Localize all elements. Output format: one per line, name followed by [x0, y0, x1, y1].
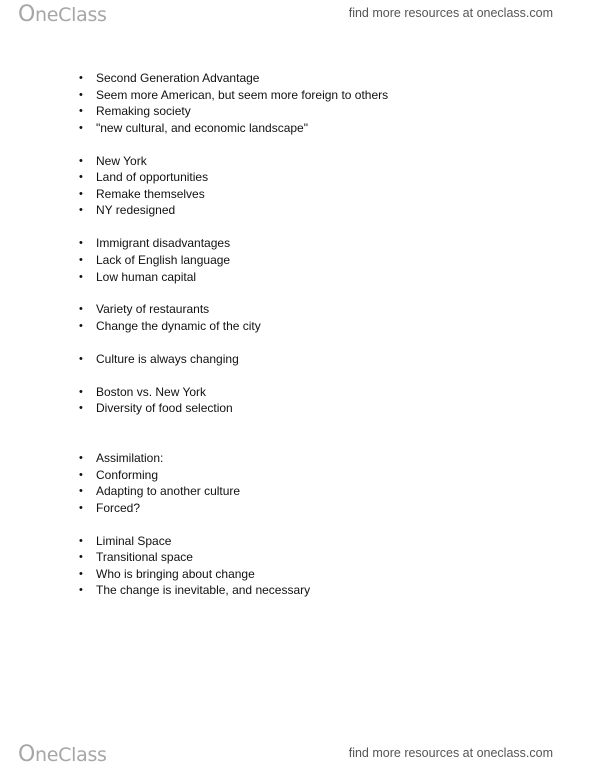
bullet-icon: •	[79, 105, 83, 118]
bullet-icon: •	[79, 485, 83, 498]
note-text: Land of opportunities	[96, 170, 209, 185]
note-item	[0, 70, 595, 87]
bullet-icon: •	[79, 270, 83, 283]
note-text: Immigrant disadvantages	[96, 236, 231, 251]
note-item	[0, 566, 595, 583]
note-text: Liminal Space	[96, 533, 172, 548]
bullet-icon: •	[79, 385, 83, 398]
note-item	[0, 582, 595, 599]
note-item	[0, 269, 595, 286]
note-text: Conforming	[96, 467, 159, 482]
logo-wordmark: neClass	[35, 4, 107, 26]
note-group-second-generation	[0, 70, 595, 136]
note-item	[0, 500, 595, 517]
bullet-icon: •	[79, 352, 83, 365]
note-item	[0, 235, 595, 252]
note-text: Remaking society	[96, 104, 191, 119]
note-text: Culture is always changing	[96, 351, 239, 366]
note-item	[0, 103, 595, 120]
bullet-icon: •	[79, 451, 83, 464]
note-text: Lack of English language	[96, 252, 231, 267]
bullet-icon: •	[79, 534, 83, 547]
note-group-liminal-space	[0, 533, 595, 599]
note-text: Boston vs. New York	[96, 384, 207, 399]
bullet-icon: •	[79, 303, 83, 316]
note-text: NY redesigned	[96, 203, 176, 218]
footer-tagline-link[interactable]: find more resources at oneclass.com	[348, 746, 553, 760]
note-text: Adapting to another culture	[96, 484, 241, 499]
note-item	[0, 318, 595, 335]
note-text: Change the dynamic of the city	[96, 319, 261, 334]
note-item	[0, 400, 595, 417]
lecture-notes	[0, 70, 595, 615]
page-header	[0, 0, 595, 30]
bullet-icon: •	[79, 551, 83, 564]
note-text: Remake themselves	[96, 186, 205, 201]
bullet-icon: •	[79, 121, 83, 134]
note-text: The change is inevitable, and necessary	[96, 583, 311, 598]
note-item	[0, 252, 595, 269]
bullet-icon: •	[79, 88, 83, 101]
note-group-culture	[0, 351, 595, 368]
note-item	[0, 533, 595, 550]
note-item	[0, 450, 595, 467]
logo-wordmark: neClass	[35, 744, 107, 766]
note-group-new-york	[0, 153, 595, 219]
bullet-icon: •	[79, 584, 83, 597]
bullet-icon: •	[79, 237, 83, 250]
note-text: "new cultural, and economic landscape"	[96, 120, 308, 135]
note-text: Transitional space	[96, 550, 193, 565]
header-tagline-link[interactable]: find more resources at oneclass.com	[348, 6, 553, 20]
bullet-icon: •	[79, 154, 83, 167]
oneclass-logo[interactable]	[18, 742, 107, 767]
note-text: Forced?	[96, 500, 141, 515]
note-item	[0, 153, 595, 170]
note-group-immigrant-disadvantages	[0, 235, 595, 285]
note-item	[0, 202, 595, 219]
note-text: Second Generation Advantage	[96, 71, 260, 85]
page-footer	[0, 740, 595, 770]
bullet-icon: •	[79, 72, 83, 84]
note-text: Who is bringing about change	[96, 566, 255, 581]
note-text: New York	[96, 153, 147, 168]
bullet-icon: •	[79, 567, 83, 580]
oneclass-logo[interactable]	[18, 2, 107, 27]
note-item	[0, 384, 595, 401]
bullet-icon: •	[79, 204, 83, 217]
note-item	[0, 120, 595, 137]
bullet-icon: •	[79, 468, 83, 481]
note-item	[0, 483, 595, 500]
note-text: Diversity of food selection	[96, 401, 233, 416]
note-group-boston	[0, 384, 595, 417]
note-item	[0, 186, 595, 203]
note-text: Low human capital	[96, 269, 197, 284]
bullet-icon: •	[79, 187, 83, 200]
bullet-icon: •	[79, 320, 83, 333]
logo-initial: O	[18, 2, 36, 27]
note-item	[0, 549, 595, 566]
logo-initial: O	[18, 742, 36, 767]
note-text: Assimilation:	[96, 450, 164, 465]
bullet-icon: •	[79, 402, 83, 415]
note-text: Seem more American, but seem more foreign to others	[96, 87, 389, 102]
note-item	[0, 351, 595, 368]
note-group-assimilation	[0, 450, 595, 516]
note-item	[0, 169, 595, 186]
bullet-icon: •	[79, 171, 83, 184]
note-item	[0, 467, 595, 484]
note-item	[0, 301, 595, 318]
note-item	[0, 87, 595, 104]
bullet-icon: •	[79, 253, 83, 266]
note-group-restaurants	[0, 301, 595, 334]
note-text: Variety of restaurants	[96, 302, 210, 317]
bullet-icon: •	[79, 501, 83, 514]
